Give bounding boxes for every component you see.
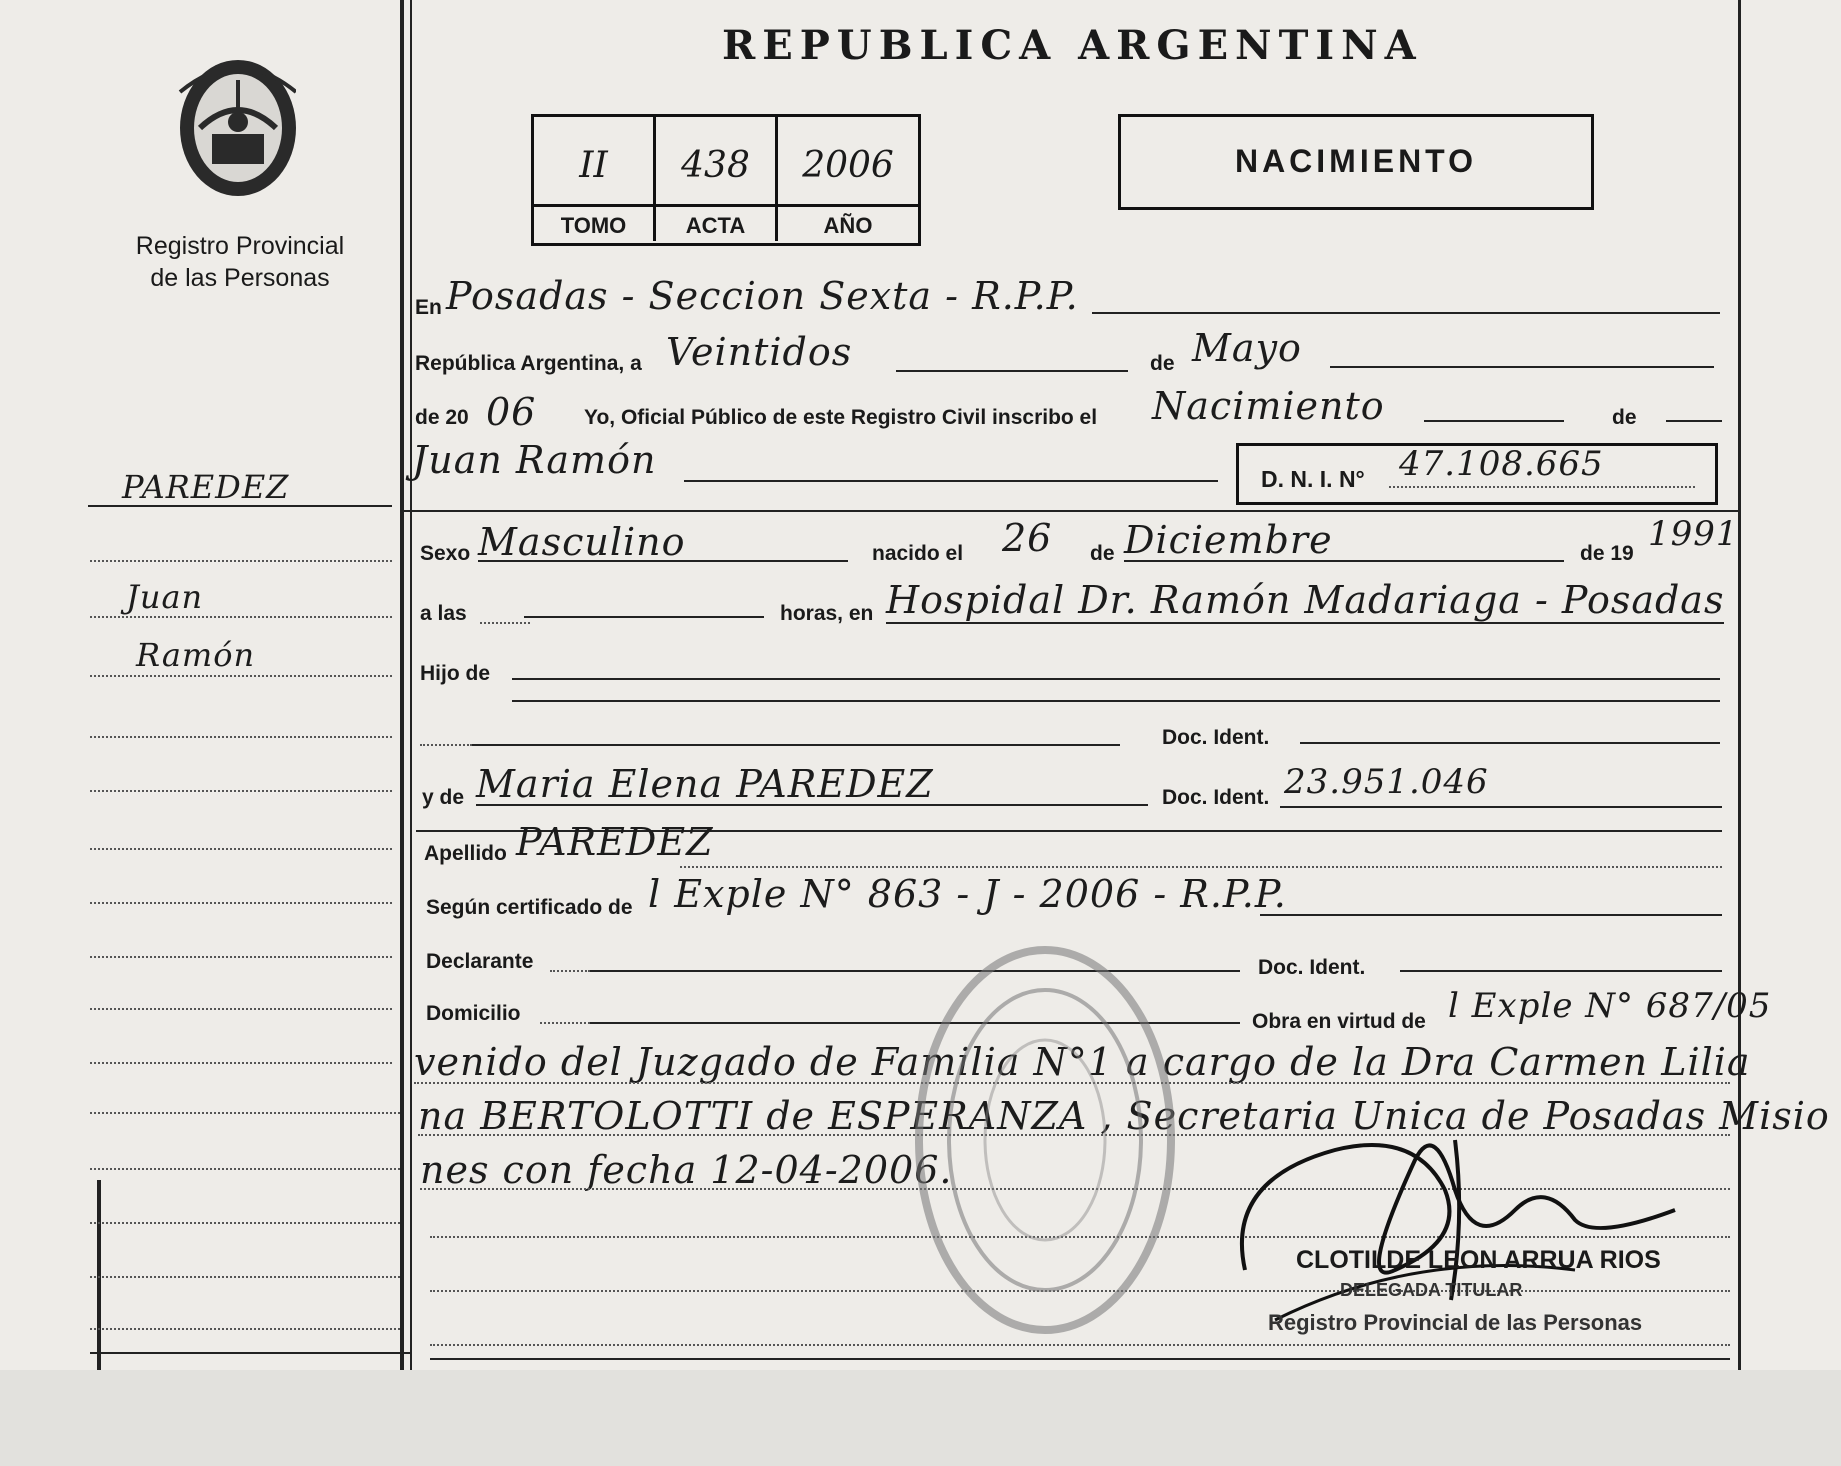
day-line: [896, 370, 1128, 372]
birth-month: Diciembre: [1124, 518, 1333, 562]
y-de-label: y de: [422, 786, 465, 809]
en-label: En: [415, 296, 442, 319]
act-line: [1424, 420, 1564, 422]
birth-month-line: [1124, 560, 1564, 562]
margin-surname-line: [88, 505, 392, 507]
registry-name: [110, 230, 370, 294]
acta-cell: [656, 117, 778, 241]
en-line: [1092, 312, 1720, 314]
a-las-dots: [480, 622, 530, 624]
mother-doc-line: [1280, 806, 1722, 808]
birth-de19-label: de 19: [1580, 542, 1634, 565]
tomo-cell: [534, 117, 656, 241]
margin-line: [90, 956, 392, 958]
segun-line: [1260, 914, 1722, 916]
a-las-line: [524, 616, 764, 618]
left-margin-divider: [400, 0, 404, 1370]
sexo-value: Masculino: [478, 520, 686, 564]
margin-surname: PAREDEZ: [122, 468, 290, 506]
note-line-3: nes con fecha 12-04-2006.: [420, 1148, 953, 1192]
official-round-stamp: [910, 940, 1180, 1340]
document-type: NACIMIENTO: [1234, 143, 1478, 179]
margin-line: [90, 1276, 400, 1278]
margin-bottom-line: [90, 1352, 410, 1354]
binding-mark: [97, 1180, 101, 1370]
note-line-2: na BERTOLOTTI de ESPERANZA , Secretaria Unica de Posadas Misio: [418, 1094, 1830, 1138]
nacido-label: nacido el: [872, 542, 964, 565]
day-value: Veintidos: [666, 330, 853, 374]
birth-de-label: de: [1090, 542, 1115, 565]
official-name: CLOTILDE LEON ARRUA RIOS: [1296, 1246, 1661, 1274]
en-value: Posadas - Seccion Sexta - R.P.P.: [446, 274, 1079, 318]
person-section-line: [404, 510, 1740, 512]
oficial-text: Yo, Oficial Público de este Registro Civil inscribo el: [584, 406, 1098, 429]
ano-cell: [778, 117, 918, 241]
margin-line: [90, 1062, 392, 1064]
dni-box: [1236, 443, 1718, 505]
mother-doc-value: 23.951.046: [1284, 762, 1489, 802]
registration-box: [531, 114, 921, 246]
country-title: REPUBLICA ARGENTINA: [722, 22, 1423, 69]
domicilio-label: Domicilio: [426, 1002, 521, 1025]
segun-value: l Exple N° 863 - J - 2006 - R.P.P.: [648, 872, 1287, 916]
declarante-doc-label: Doc. Ident.: [1258, 956, 1366, 979]
birth-day: 26: [1002, 516, 1053, 560]
mother-value: Maria Elena PAREDEZ: [476, 762, 934, 806]
place-value: Hospidal Dr. Ramón Madariaga - Posadas: [886, 578, 1725, 622]
declarante-doc-line: [1400, 970, 1722, 972]
margin-line: [90, 902, 392, 904]
document-type-box: [1118, 114, 1594, 210]
birth-year: 1991: [1648, 514, 1739, 554]
domicilio-dots: [540, 1022, 590, 1024]
apellido-line: [680, 866, 1722, 868]
note-line-1: venido del Juzgado de Familia N°1 a cargo de la Dra Carmen Lilia: [414, 1040, 1751, 1084]
father-line: [472, 744, 1120, 746]
margin-line: [90, 1112, 400, 1114]
scan-edge: [0, 1370, 1841, 1466]
sexo-line: [478, 560, 848, 562]
de20-label: de 20: [415, 406, 469, 429]
tomo-label: TOMO: [534, 204, 653, 244]
sexo-label: Sexo: [420, 542, 471, 565]
hijo-label: Hijo de: [420, 662, 491, 685]
month-value: Mayo: [1192, 326, 1302, 370]
margin-line: [90, 1168, 400, 1170]
obra-label: Obra en virtud de: [1252, 1010, 1426, 1033]
official-org: Registro Provincial de las Personas: [1268, 1310, 1643, 1335]
margin-name-line1: Juan: [126, 578, 204, 616]
margin-line: [90, 1222, 400, 1224]
apellido-value: PAREDEZ: [516, 820, 714, 864]
margin-line: [90, 1008, 392, 1010]
dni-value: 47.108.665: [1399, 444, 1604, 484]
margin-line: [90, 675, 392, 677]
left-margin-divider-inner: [410, 0, 412, 1370]
declarante-dots: [550, 970, 590, 972]
registry-name-line1: Registro Provincial: [135, 232, 345, 260]
person-value: Juan Ramón: [412, 438, 657, 482]
place-line: [886, 622, 1724, 624]
margin-line: [90, 848, 392, 850]
de-label: de: [1150, 352, 1175, 375]
mother-doc-label: Doc. Ident.: [1162, 786, 1270, 809]
right-border: [1738, 0, 1741, 1370]
margin-line: [90, 616, 392, 618]
a-las-label: a las: [420, 602, 467, 625]
father-dots: [420, 744, 472, 746]
registry-name-line2: de las Personas: [150, 264, 330, 292]
republica-label: República Argentina, a: [415, 352, 642, 375]
father-doc-label: Doc. Ident.: [1162, 726, 1270, 749]
hijo-line-2: [512, 700, 1720, 702]
de-label-2: de: [1612, 406, 1637, 429]
ano-value: 2006: [802, 145, 894, 186]
hijo-line: [512, 678, 1720, 680]
official-role: DELEGADA TITULAR: [1340, 1280, 1523, 1300]
segun-label: Según certificado de: [426, 896, 633, 919]
dni-line: [1389, 486, 1695, 488]
person-line: [684, 480, 1218, 482]
year-value: 06: [486, 390, 537, 434]
margin-name-line2: Ramón: [136, 636, 256, 674]
apellido-label: Apellido: [424, 842, 507, 865]
tomo-value: II: [579, 145, 608, 186]
margin-line: [90, 560, 392, 562]
acta-value: 438: [681, 145, 750, 186]
declarante-label: Declarante: [426, 950, 534, 973]
father-doc-line: [1300, 742, 1720, 744]
mother-line: [476, 804, 1148, 806]
horas-label: horas, en: [780, 602, 874, 625]
de2-line: [1666, 420, 1722, 422]
ano-label: AÑO: [778, 204, 918, 244]
dni-label: D. N. I. N°: [1261, 466, 1365, 492]
margin-line: [90, 790, 392, 792]
obra-value: l Exple N° 687/05: [1448, 986, 1772, 1026]
month-line: [1330, 366, 1714, 368]
act-value: Nacimiento: [1152, 384, 1385, 428]
acta-label: ACTA: [656, 204, 775, 244]
margin-line: [90, 736, 392, 738]
margin-line: [90, 1328, 400, 1330]
misiones-seal-icon: [96, 52, 296, 222]
